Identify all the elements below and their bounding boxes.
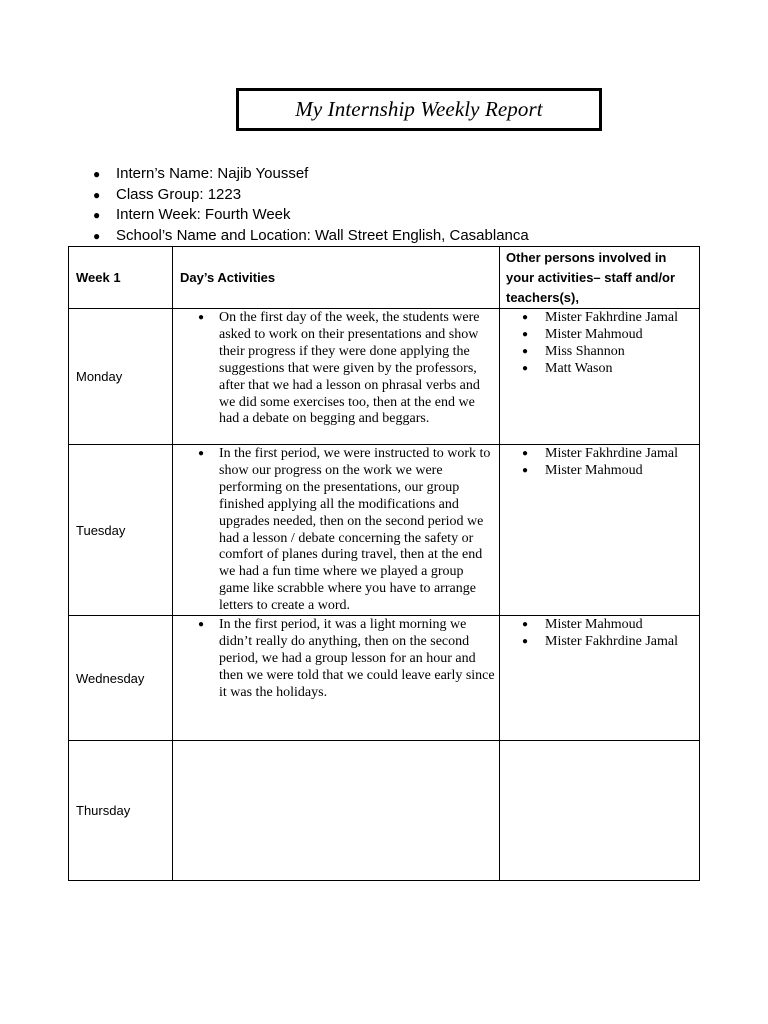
list-item xyxy=(500,463,699,480)
activity-list xyxy=(173,310,499,428)
bullet-icon: ● xyxy=(522,464,529,476)
bullet-icon: ● xyxy=(198,312,205,323)
bullet-icon: ● xyxy=(522,328,529,340)
info-item xyxy=(93,205,529,226)
list-item xyxy=(173,446,499,615)
person-name: Mister Fakhrdine Jamal xyxy=(545,633,678,649)
day-label: Tuesday xyxy=(69,445,173,616)
list-item xyxy=(173,310,499,428)
bullet-icon: ● xyxy=(522,635,529,647)
activity-text: In the first period, it was a light morning we didn’t really do anything, then on the second period, we had a group lesson for an hour and then we were told that we could leave early since it was the holidays. xyxy=(219,617,495,700)
weekly-report-table xyxy=(68,246,700,881)
people-list xyxy=(500,617,699,651)
bullet-icon: ● xyxy=(522,345,529,357)
bullet-icon: ● xyxy=(522,362,529,374)
intern-info-list xyxy=(93,164,529,246)
info-item xyxy=(93,164,529,185)
person-name: Mister Mahmoud xyxy=(545,462,643,478)
list-item xyxy=(173,617,499,702)
intern-name: Intern’s Name: Najib Youssef xyxy=(116,165,309,182)
list-item xyxy=(500,634,699,651)
bullet-icon: ● xyxy=(198,619,205,631)
bullet-icon: ● xyxy=(93,187,101,202)
table-row xyxy=(69,616,700,741)
list-item xyxy=(500,361,699,378)
people-cell xyxy=(500,741,700,881)
person-name: Mister Mahmoud xyxy=(545,617,643,633)
people-list xyxy=(500,310,699,378)
person-name: Mister Fakhrdine Jamal xyxy=(545,310,678,325)
intern-week: Intern Week: Fourth Week xyxy=(116,206,291,223)
header-week: Week 1 xyxy=(69,247,173,309)
bullet-icon: ● xyxy=(198,448,205,459)
people-cell xyxy=(500,445,700,616)
activity-text: On the first day of the week, the students were asked to work on their presentations and show their progress if they were done applying the suggestions that were given by the professors, after that we had a lesson on phrasal verbs and we did some exercises too, then at the end we had a debate on begging and beggars. xyxy=(219,310,480,427)
table-header-row xyxy=(69,247,700,309)
bullet-icon: ● xyxy=(93,167,101,181)
bullet-icon: ● xyxy=(522,448,529,459)
person-name: Mister Mahmoud xyxy=(545,326,643,342)
school-name-location: School’s Name and Location: Wall Street English, Casablanca xyxy=(116,226,529,244)
list-item xyxy=(500,310,699,327)
people-cell xyxy=(500,309,700,445)
people-cell xyxy=(500,616,700,741)
day-label: Wednesday xyxy=(69,616,173,741)
title-box xyxy=(236,88,602,131)
activity-list xyxy=(173,617,499,702)
info-item xyxy=(93,226,529,247)
person-name: Miss Shannon xyxy=(545,343,625,359)
activity-cell xyxy=(173,445,500,616)
people-list xyxy=(500,446,699,480)
bullet-icon: ● xyxy=(522,312,529,323)
activity-cell xyxy=(173,741,500,881)
person-name: Matt Wason xyxy=(545,360,613,376)
header-people: Other persons involved in your activities– staff and/or teachers(s), xyxy=(500,247,700,309)
header-activities: Day’s Activities xyxy=(173,247,500,309)
table-row xyxy=(69,445,700,616)
table-row xyxy=(69,309,700,445)
class-group: Class Group: 1223 xyxy=(116,185,242,203)
list-item xyxy=(500,327,699,344)
day-label: Monday xyxy=(69,309,173,445)
day-label: Thursday xyxy=(69,741,173,881)
info-item xyxy=(93,185,529,206)
activity-cell xyxy=(173,616,500,741)
bullet-icon: ● xyxy=(93,228,101,243)
person-name: Mister Fakhrdine Jamal xyxy=(545,446,678,461)
activity-cell xyxy=(173,309,500,445)
activity-text: In the first period, we were instructed to work to show our progress on the work we were performing on the presentations, our group finished applying all the modifications and upgrades needed, then on the second period we had a lesson / debate concerning the safety or comfort of planes during travel, then at the end we had a fun time where we played a group game like scrabble where you have to arrange letters to create a word. xyxy=(219,446,491,614)
list-item xyxy=(500,617,699,634)
report-title: My Internship Weekly Report xyxy=(295,97,543,121)
list-item xyxy=(500,344,699,361)
bullet-icon: ● xyxy=(522,619,529,631)
bullet-icon: ● xyxy=(93,208,101,222)
activity-list xyxy=(173,446,499,615)
list-item xyxy=(500,446,699,463)
table-row xyxy=(69,741,700,881)
